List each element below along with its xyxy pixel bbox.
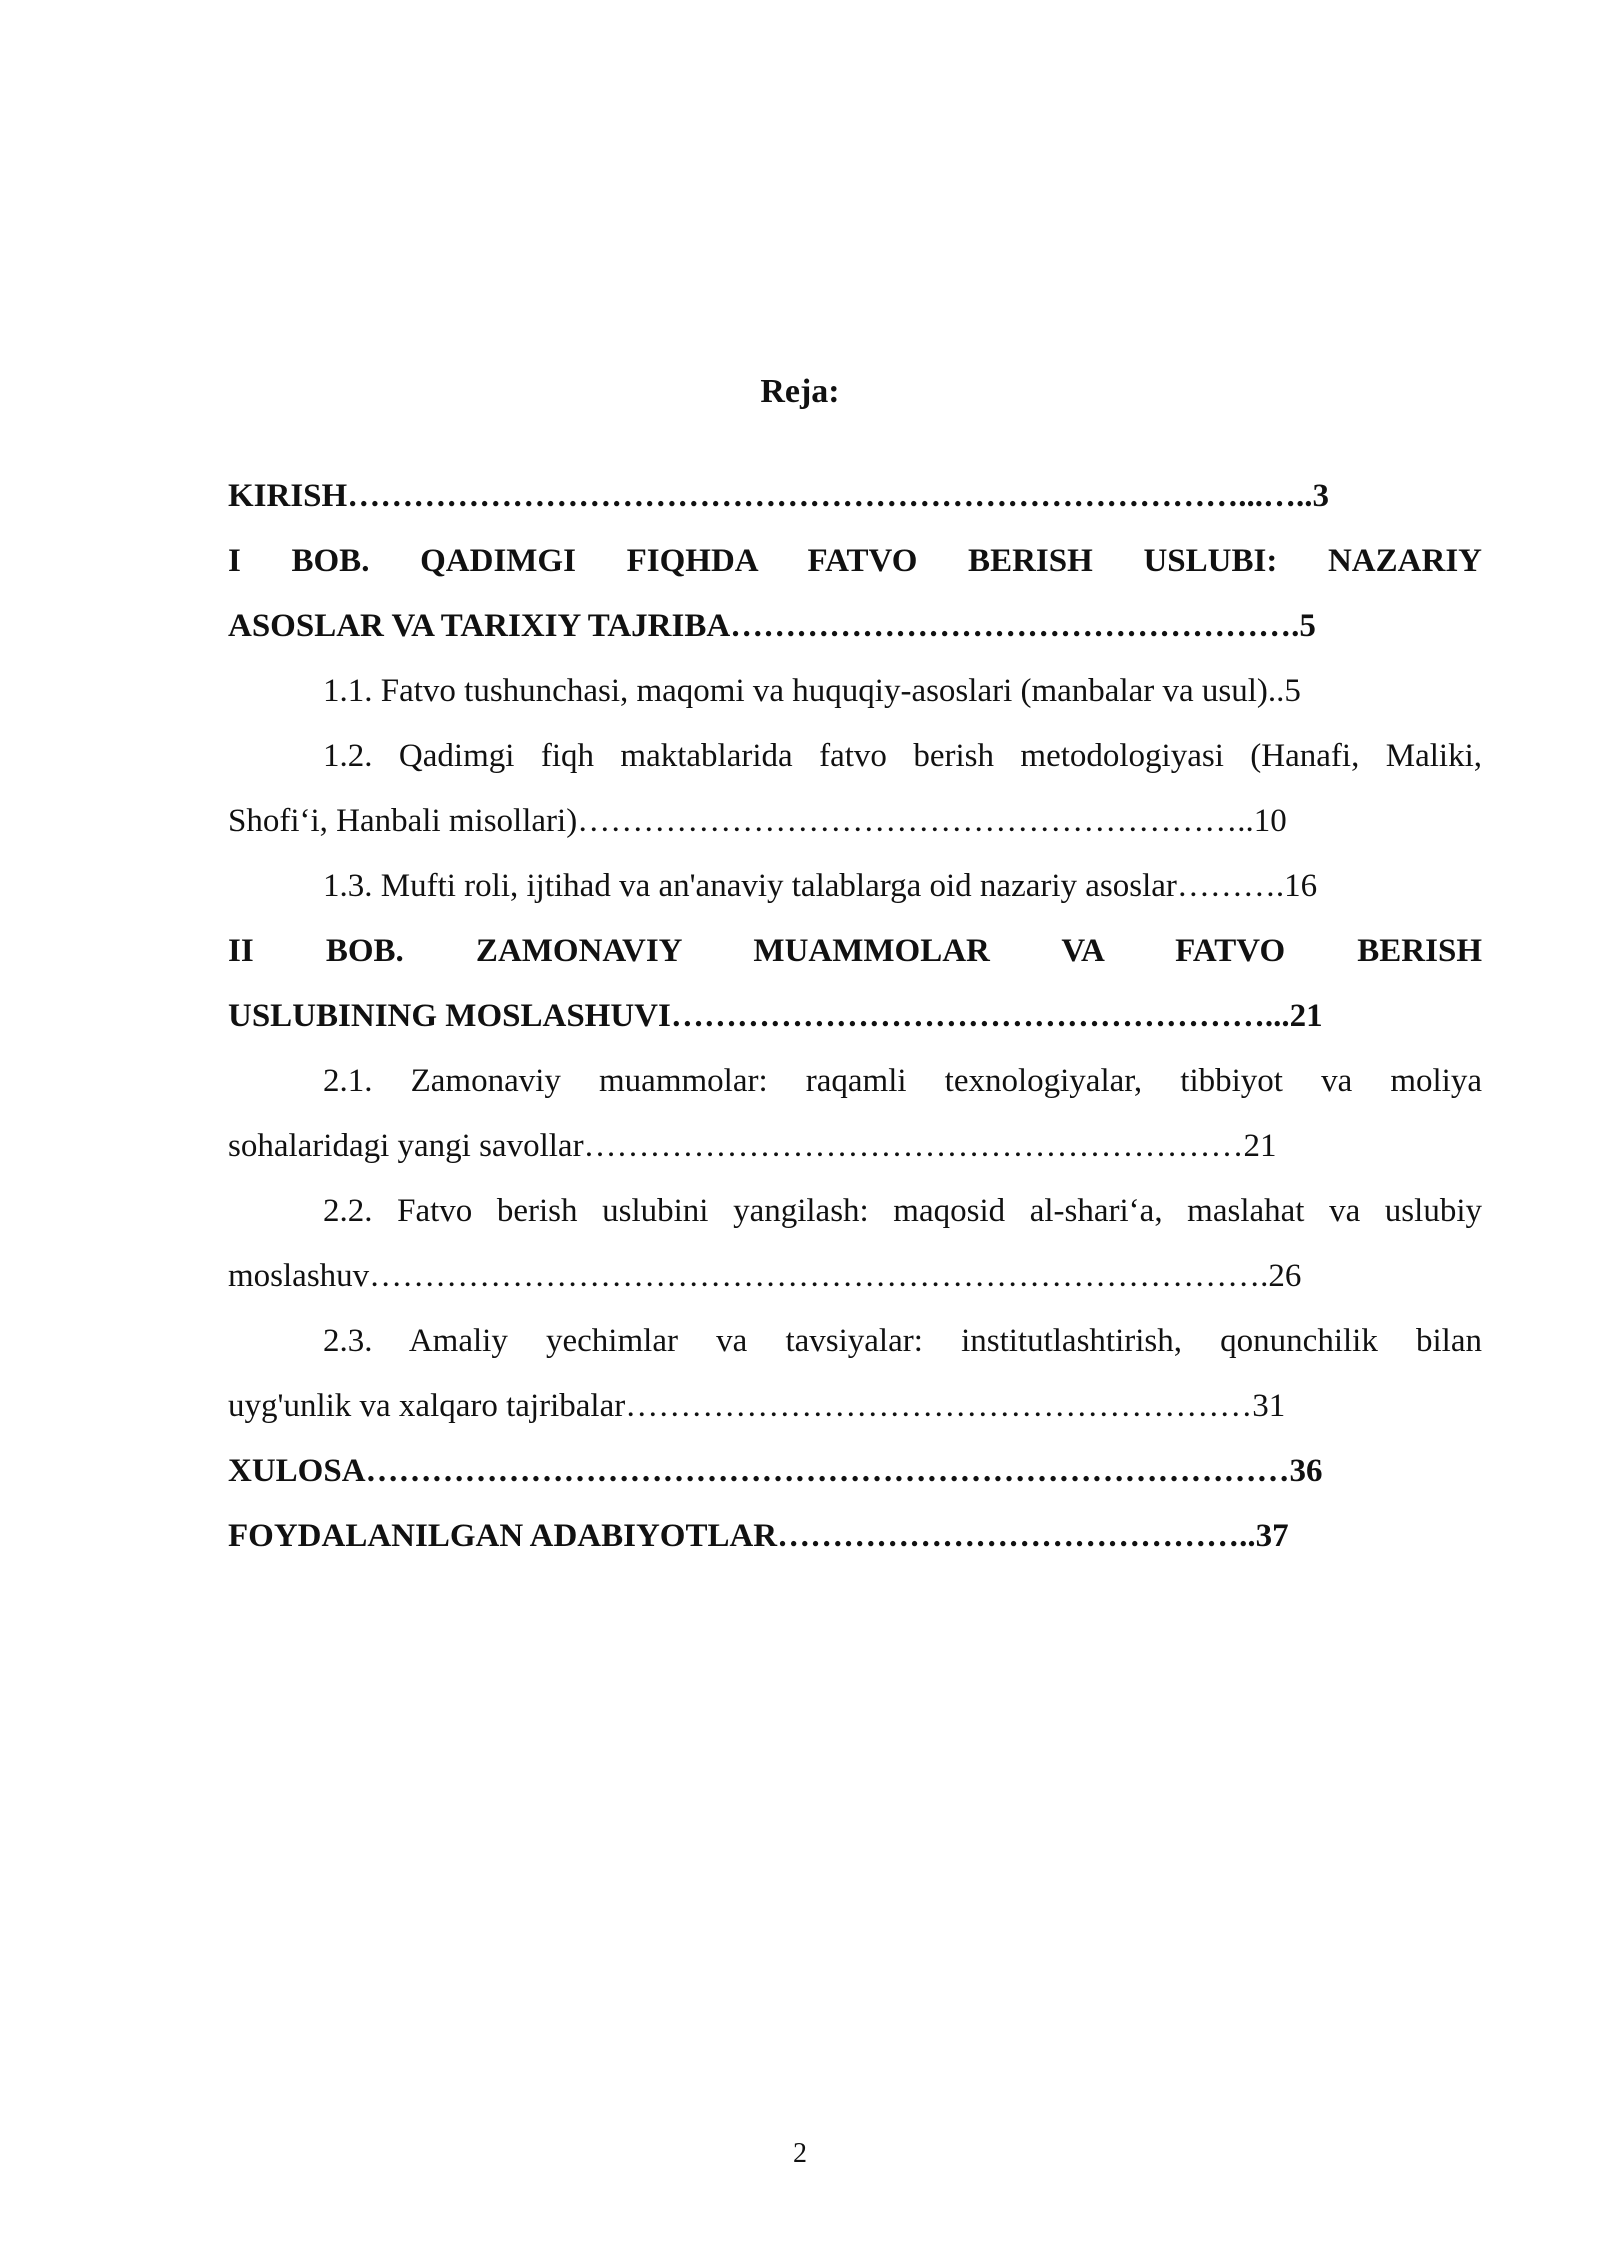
toc-section-2-3-line-1: 2.3. Amaliy yechimlar va tavsiyalar: institutlashtirish, qonunchilik bilan <box>323 1323 1482 1359</box>
toc-chapter-1-line-2: ASOSLAR VA TARIXIY TAJRIBA…………………………………………….5 <box>228 608 1316 644</box>
page-number: 2 <box>793 2138 807 2169</box>
toc-section-2-1-line-2: sohalaridagi yangi savollar……………………………………………………21 <box>228 1128 1277 1164</box>
toc-section-1-2-line-1: 1.2. Qadimgi fiqh maktablarida fatvo berish metodologiyasi (Hanafi, Maliki, <box>323 738 1482 774</box>
toc-section-2-2-line-2: moslashuv……………………………………………………………………….26 <box>228 1258 1302 1294</box>
toc-section-1-3: 1.3. Mufti roli, ijtihad va an'anaviy talablarga oid nazariy asoslar……….16 <box>323 868 1318 904</box>
toc-section-1-2-line-2: Shofi‘i, Hanbali misollari)……………………………………………………..10 <box>228 803 1287 839</box>
toc-entry-kirish: KIRISH………………………………………………………………………...…..3 <box>228 478 1329 514</box>
toc-entry-xulosa: XULOSA…………………………………………………………………………36 <box>228 1453 1323 1489</box>
toc-chapter-1-line-1: I BOB. QADIMGI FIQHDA FATVO BERISH USLUBI: NAZARIY <box>228 543 1482 579</box>
toc-chapter-2-line-1: II BOB. ZAMONAVIY MUAMMOLAR VA FATVO BERISH <box>228 933 1482 969</box>
toc-chapter-2-line-2: USLUBINING MOSLASHUVI………………………………………………...21 <box>228 998 1323 1034</box>
toc-section-2-3-line-2: uyg'unlik va xalqaro tajribalar…………………………………………………31 <box>228 1388 1286 1424</box>
toc-section-1-1: 1.1. Fatvo tushunchasi, maqomi va huquqiy-asoslari (manbalar va usul)..5 <box>323 673 1301 709</box>
table-of-contents <box>228 464 1482 1569</box>
toc-section-2-2-line-1: 2.2. Fatvo berish uslubini yangilash: maqosid al-shari‘a, maslahat va uslubiy <box>323 1193 1482 1229</box>
page-title: Reja: <box>760 373 840 410</box>
toc-section-2-1-line-1: 2.1. Zamonaviy muammolar: raqamli texnologiyalar, tibbiyot va moliya <box>323 1063 1482 1099</box>
toc-entry-adabiyotlar: FOYDALANILGAN ADABIYOTLAR……………………………………..37 <box>228 1518 1289 1554</box>
